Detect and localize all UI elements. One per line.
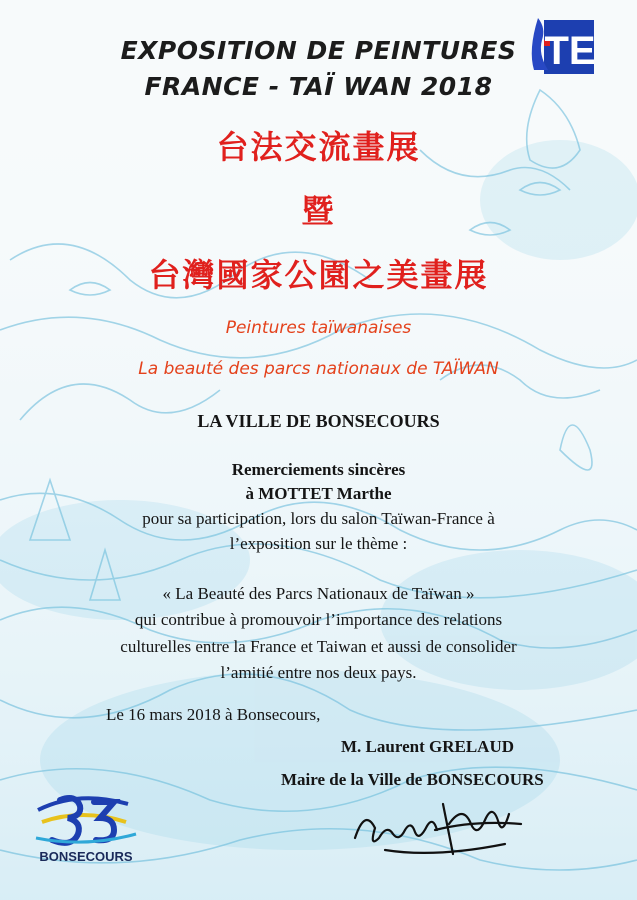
body-line-7: culturelles entre la France et Taiwan et aussi de consolider xyxy=(120,637,517,656)
signatory-title: Maire de la Ville de BONSECOURS xyxy=(281,770,544,789)
body-line-6: qui contribue à promouvoir l’importance des relations xyxy=(134,610,503,629)
te-logo-text: TE xyxy=(544,29,596,73)
city-name: LA VILLE DE BONSECOURS xyxy=(197,411,440,431)
signatory-name: M. Laurent GRELAUD xyxy=(341,737,514,756)
header-line-1: EXPOSITION DE PEINTURES xyxy=(120,36,517,65)
bonsecours-logo-label: BONSECOURS xyxy=(39,849,133,864)
body-line-5: « La Beauté des Parcs Nationaux de Taïwan » xyxy=(162,584,475,603)
signature xyxy=(345,790,525,865)
subtitle-line-2: La beauté des parcs nationaux de TAÏWAN xyxy=(138,359,499,379)
header-line-2: FRANCE - TAÏ WAN 2018 xyxy=(144,72,493,101)
date-line: Le 16 mars 2018 à Bonsecours, xyxy=(106,705,321,724)
body-line-3: pour sa participation, lors du salon Taïwan-France à xyxy=(142,509,495,528)
recipient-line: à MOTTET Marthe xyxy=(245,484,392,503)
body-line-4: l’exposition sur le thème : xyxy=(229,534,408,553)
subtitle-line-1: Peintures taïwanaises xyxy=(225,318,412,338)
chinese-title-3: 台灣國家公園之美畫展 xyxy=(148,256,489,294)
body-line-1: Remerciements sincères xyxy=(231,460,406,479)
body-line-8: l’amitié entre nos deux pays. xyxy=(220,663,417,682)
chinese-title-2: 暨 xyxy=(301,192,336,230)
chinese-title-1: 台法交流畫展 xyxy=(216,128,421,166)
